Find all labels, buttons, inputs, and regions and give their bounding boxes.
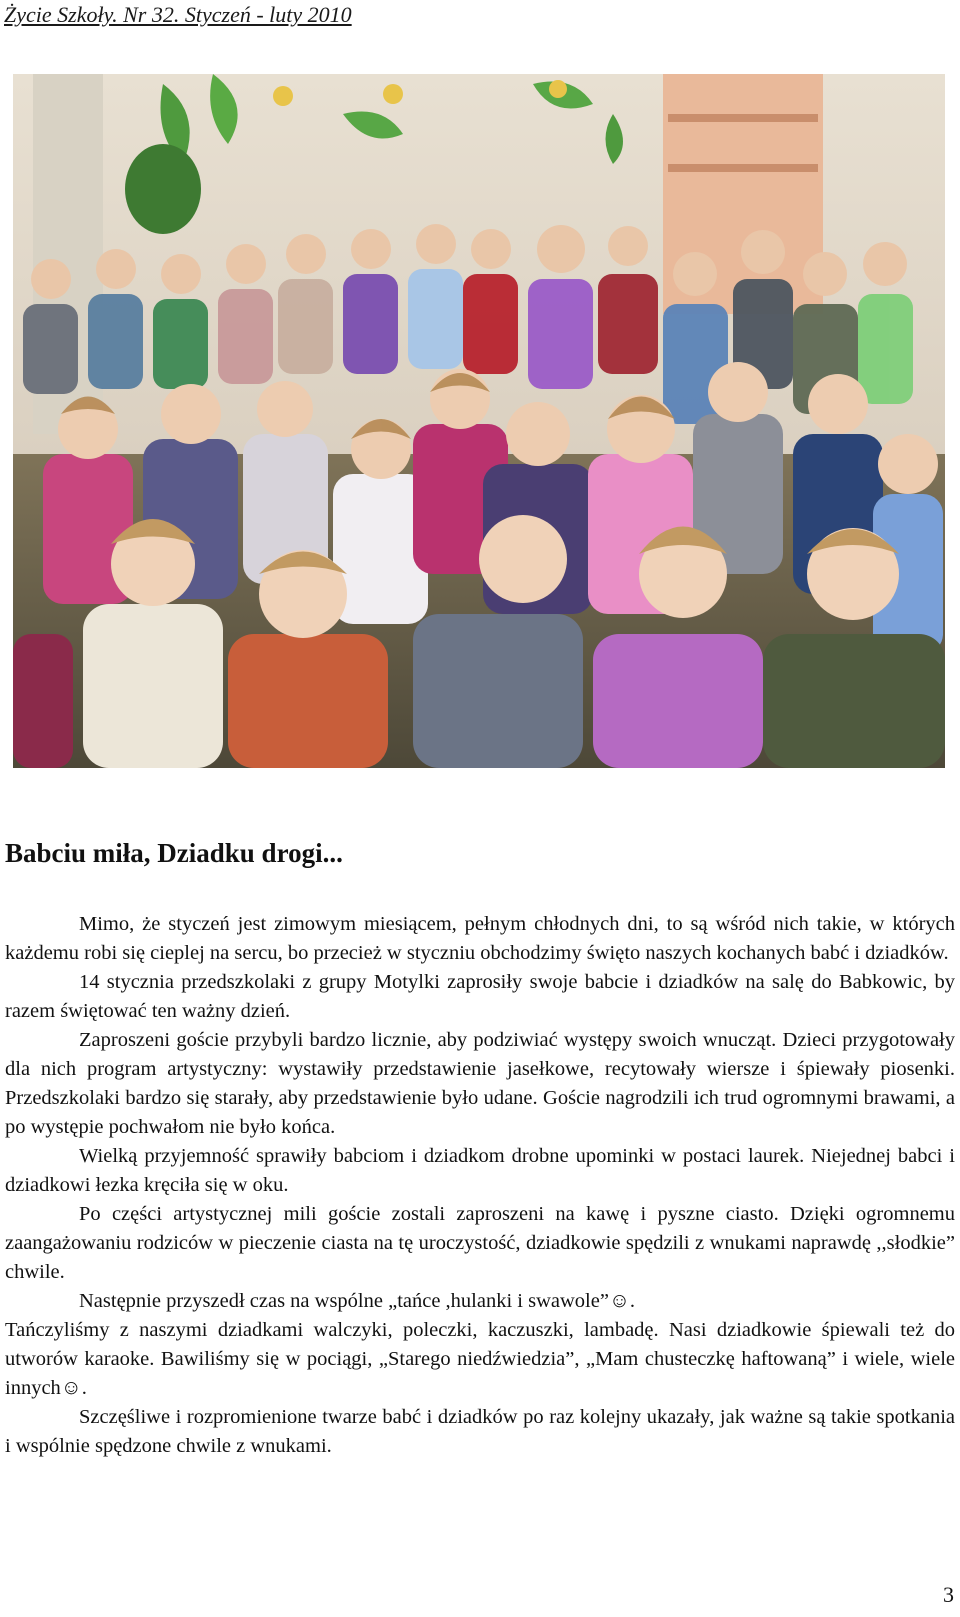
paragraph: Tańczyliśmy z naszymi dziadkami walczyki, poleczki, kaczuszki, lambadę. Nasi dziadkowie śpiewali też do utworów karaoke. Bawiliśmy się w pociągi, „Starego niedźwiedzia”, „Mam chusteczkę haftowaną” i wiele, wiele innych☺. [5,1319,955,1399]
article-body [5,910,955,1461]
paragraph: Następnie przyszedł czas na wspólne „tańce ,hulanki i swawole”☺. [79,1290,636,1312]
article-title: Babciu miła, Dziadku drogi... [5,838,343,868]
paragraph: Po części artystycznej mili goście zostali zaproszeni na kawę i pyszne ciasto. Dzięki ogromnemu zaangażowaniu rodziców w pieczenie ciasta na tę uroczystość, dziadkowie spędzili z wnukami naprawdę ,,słodkie” chwile. [5,1203,955,1283]
paragraph: 14 stycznia przedszkolaki z grupy Motylki zaprosiły swoje babcie i dziadków na salę do Babkowic, by razem świętować ten ważny dzień. [5,971,955,1022]
paragraph: Szczęśliwe i rozpromienione twarze babć i dziadków po raz kolejny ukazały, jak ważne są takie spotkania i wspólnie spędzone chwile z wnukami. [5,1406,955,1457]
paragraph: Wielką przyjemność sprawiły babciom i dziadkom drobne upominki w postaci laurek. Niejednej babci i dziadkowi łezka kręciła się w oku. [5,1145,955,1196]
paragraph: Zaproszeni goście przybyli bardzo licznie, aby podziwiać występy swoich wnucząt. Dzieci przygotowały dla nich program artystyczny: wystawiły przedstawienie jasełkowe, recytowały wiersze i śpiewały piosenki. Przedszkolaki bardzo się starały, aby przedstawienie było udane. Goście nagrodzili ich trud ogromnymi brawami, a po występie pochwałom nie było końca. [5,1029,955,1138]
photo-illustration [13,74,945,768]
paragraph: Mimo, że styczeń jest zimowym miesiącem, pełnym chłodnych dni, to są wśród nich takie, w których każdemu robi się cieplej na sercu, bo przecież w styczniu obchodzimy święto naszych kochanych babć i dziadków. [5,913,955,964]
children-photo [13,74,945,768]
running-header: Życie Szkoły. Nr 32. Styczeń - luty 2010 [4,2,352,27]
page-number: 3 [943,1582,954,1607]
